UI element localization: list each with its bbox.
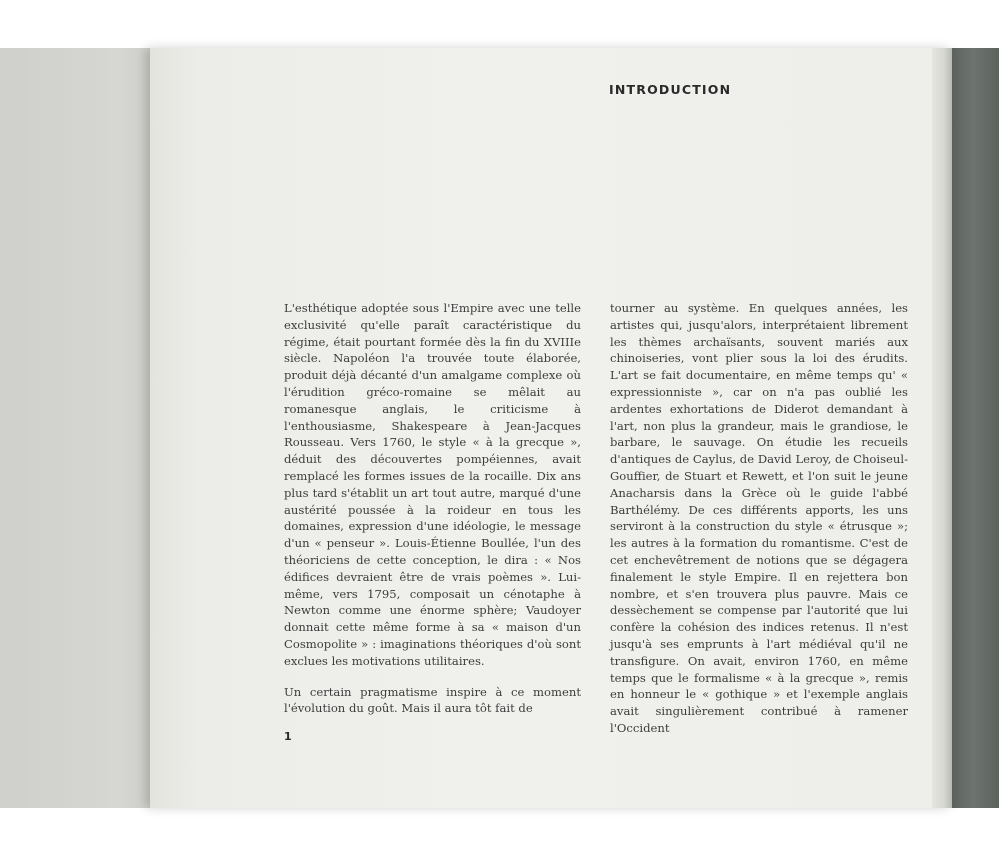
background-surface-left xyxy=(0,48,170,808)
paragraph: Un certain pragmatisme inspire à ce moment l'évolution du goût. Mais il aura tôt fait de xyxy=(284,684,581,716)
section-heading: INTRODUCTION xyxy=(609,82,732,97)
text-column-right xyxy=(610,300,908,737)
text-column-left xyxy=(284,300,581,717)
page-edge xyxy=(932,48,952,808)
background-surface-right xyxy=(948,48,999,808)
paragraph: tourner au système. En quelques années, les artistes qui, jusqu'alors, interprétaient librement les thèmes archaïsants, souvent mariés aux chinoiseries, vont plier sous la loi des érudits. L'art se fait documentaire, en même temps qu' « expressionniste », car on n'a pas oublié les ardentes exhortations de Diderot demandant à l'art, non plus la grandeur, mais le grandiose, le barbare, le sauvage. On étudie les recueils d'antiques de Caylus, de David Leroy, de Choiseul-Gouffier, de Stuart et Rewett, et l'on suit le jeune Anacharsis dans la Grèce où le guide l'abbé Barthélémy. De ces différents apports, les uns serviront à la construction du style « étrusque »; les autres à la formation du romantisme. C'est de cet enchevêtrement de notions que se dégagera finalement le style Empire. Il en rejettera bon nombre, et s'en trouvera plus pauvre. Mais ce dessèchement se compense par l'autorité que lui confère la cohésion des indices retenus. Il n'est jusqu'à ses emprunts à l'art médiéval qu'il ne transfigure. On avait, environ 1760, en même temps que le formalisme « à la grecque », remis en honneur le « gothique » et l'exemple anglais avait singulièrement contribué à ramener l'Occident xyxy=(610,301,908,735)
paragraph: L'esthétique adoptée sous l'Empire avec une telle exclusivité qu'elle paraît caractéristique du régime, était pourtant formée dès la fin du XVIIIe siècle. Napoléon l'a trouvée toute élaborée, produit déjà décanté d'un amalgame complexe où l'érudition gréco-romaine se mêlait au romanesque anglais, le criticisme à l'enthousiasme, Shakespeare à Jean-Jacques Rousseau. Vers 1760, le style « à la grecque », déduit des découvertes pompéiennes, avait remplacé les formes issues de la rocaille. Dix ans plus tard s'établit un art tout autre, marqué d'une austérité poussée à la roideur en tous les domaines, expression d'une idéologie, le message d'un « penseur ». Louis-Étienne Boullée, l'un des théoriciens de cette conception, le dira : « Nos édifices devraient être de vrais poèmes ». Lui-même, vers 1795, composait un cénotaphe à Newton comme une énorme sphère; Vaudoyer donnait cette même forme à sa « maison d'un Cosmopolite » : imaginations théoriques d'où sont exclues les motivations utilitaires. xyxy=(284,301,581,668)
page-number: 1 xyxy=(284,730,292,743)
